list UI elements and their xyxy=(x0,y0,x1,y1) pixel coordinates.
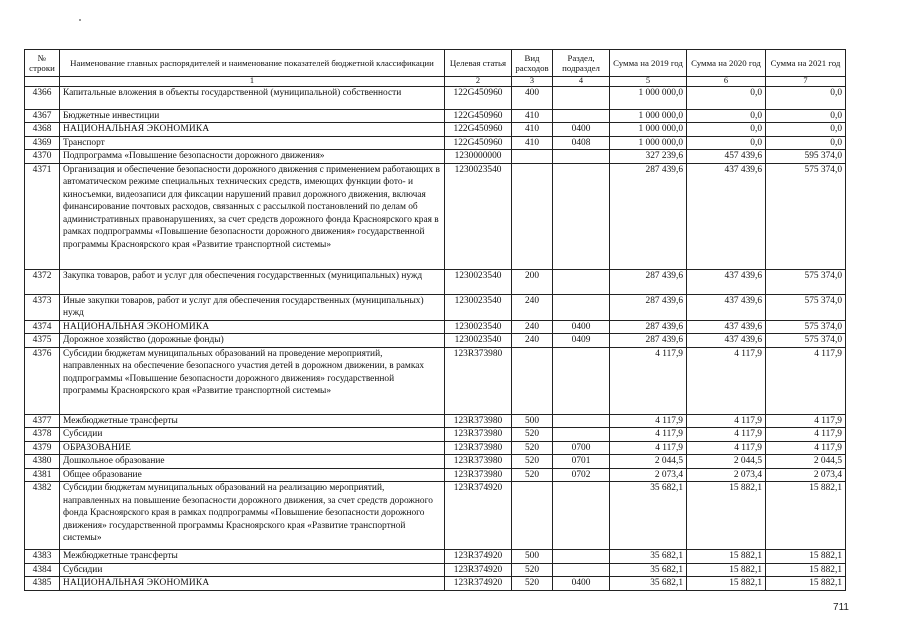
row-number: 4372 xyxy=(25,269,60,294)
sum-2020: 4 117,9 xyxy=(687,414,766,428)
sum-2021: 4 117,9 xyxy=(766,441,846,455)
row-name: Субсидии бюджетам муниципальных образований на реализацию мероприятий, направленных на повышение безопасности дорожного движения, за счет средств дорожного фонда Красноярского края в рамках подпрограммы «Повышение безопасности дорожного движения» государственной программы Красноярского края «Развитие транспортной системы» xyxy=(60,482,445,550)
target-article: 1230023540 xyxy=(445,294,512,320)
sum-2021: 0,0 xyxy=(766,123,846,137)
target-article: 123R373980 xyxy=(445,347,512,414)
row-number: 4385 xyxy=(25,577,60,591)
section-code xyxy=(553,414,610,428)
expense-type: 520 xyxy=(512,577,553,591)
expense-type: 410 xyxy=(512,123,553,137)
sum-2019: 287 439,6 xyxy=(610,163,687,269)
target-article: 1230023540 xyxy=(445,320,512,334)
sum-2021: 4 117,9 xyxy=(766,414,846,428)
table-row xyxy=(25,563,846,577)
row-name: НАЦИОНАЛЬНАЯ ЭКОНОМИКА xyxy=(60,123,445,137)
row-name: Иные закупки товаров, работ и услуг для обеспечения государственных (муниципальных) нужд xyxy=(60,294,445,320)
sum-2021: 0,0 xyxy=(766,136,846,150)
table-row xyxy=(25,123,846,137)
target-article: 123R374920 xyxy=(445,577,512,591)
sum-2019: 35 682,1 xyxy=(610,577,687,591)
expense-type: 410 xyxy=(512,136,553,150)
row-name: НАЦИОНАЛЬНАЯ ЭКОНОМИКА xyxy=(60,577,445,591)
target-article: 123R373980 xyxy=(445,414,512,428)
expense-type: 240 xyxy=(512,320,553,334)
col-header-sum-2020: Сумма на 2020 год xyxy=(687,50,766,77)
expense-type: 520 xyxy=(512,563,553,577)
expense-type xyxy=(512,482,553,550)
sum-2021: 575 374,0 xyxy=(766,294,846,320)
sum-2020: 2 073,4 xyxy=(687,468,766,482)
scan-speck xyxy=(79,19,81,21)
table-row xyxy=(25,294,846,320)
sum-2019: 287 439,6 xyxy=(610,294,687,320)
col-number: 7 xyxy=(766,77,846,87)
table-row xyxy=(25,334,846,348)
table-row xyxy=(25,428,846,442)
sum-2020: 4 117,9 xyxy=(687,441,766,455)
sum-2020: 15 882,1 xyxy=(687,577,766,591)
target-article: 122G450960 xyxy=(445,123,512,137)
sum-2020: 0,0 xyxy=(687,86,766,109)
row-number: 4378 xyxy=(25,428,60,442)
col-header-row-number: № строки xyxy=(25,50,60,77)
row-name: Субсидии xyxy=(60,428,445,442)
row-name: Межбюджетные трансферты xyxy=(60,414,445,428)
target-article: 1230000000 xyxy=(445,150,512,164)
col-header-section: Раздел, подраздел xyxy=(553,50,610,77)
sum-2019: 2 073,4 xyxy=(610,468,687,482)
row-number: 4382 xyxy=(25,482,60,550)
expense-type xyxy=(512,150,553,164)
sum-2021: 575 374,0 xyxy=(766,269,846,294)
col-number xyxy=(25,77,60,87)
expense-type: 240 xyxy=(512,294,553,320)
target-article: 122G450960 xyxy=(445,86,512,109)
section-code xyxy=(553,294,610,320)
col-header-expense-type: Вид расходов xyxy=(512,50,553,77)
col-number: 6 xyxy=(687,77,766,87)
section-code xyxy=(553,347,610,414)
col-header-sum-2021: Сумма на 2021 год xyxy=(766,50,846,77)
section-code xyxy=(553,550,610,564)
sum-2020: 2 044,5 xyxy=(687,455,766,469)
sum-2019: 2 044,5 xyxy=(610,455,687,469)
row-number: 4367 xyxy=(25,109,60,123)
row-number: 4381 xyxy=(25,468,60,482)
sum-2021: 575 374,0 xyxy=(766,163,846,269)
row-number: 4379 xyxy=(25,441,60,455)
sum-2021: 2 044,5 xyxy=(766,455,846,469)
row-number: 4384 xyxy=(25,563,60,577)
row-name: Общее образование xyxy=(60,468,445,482)
expense-type: 400 xyxy=(512,86,553,109)
col-header-target-article: Целевая статья xyxy=(445,50,512,77)
table-row xyxy=(25,441,846,455)
table-row xyxy=(25,320,846,334)
row-name: НАЦИОНАЛЬНАЯ ЭКОНОМИКА xyxy=(60,320,445,334)
sum-2020: 0,0 xyxy=(687,136,766,150)
row-name: Субсидии бюджетам муниципальных образований на проведение мероприятий, направленных на обеспечение безопасного участия детей в дорожном движении, в рамках подпрограммы «Повышение безопасности дорожного движения» государственной программы Красноярского края «Развитие транспортной системы» xyxy=(60,347,445,414)
sum-2020: 437 439,6 xyxy=(687,334,766,348)
sum-2019: 287 439,6 xyxy=(610,334,687,348)
section-code: 0400 xyxy=(553,320,610,334)
expense-type: 240 xyxy=(512,334,553,348)
target-article: 122G450960 xyxy=(445,136,512,150)
sum-2020: 15 882,1 xyxy=(687,482,766,550)
row-name: Подпрограмма «Повышение безопасности дорожного движения» xyxy=(60,150,445,164)
target-article: 123R374920 xyxy=(445,563,512,577)
sum-2021: 15 882,1 xyxy=(766,482,846,550)
target-article: 1230023540 xyxy=(445,334,512,348)
page-number: 711 xyxy=(833,602,849,613)
row-name: Транспорт xyxy=(60,136,445,150)
row-number: 4369 xyxy=(25,136,60,150)
table-row xyxy=(25,455,846,469)
section-code: 0400 xyxy=(553,577,610,591)
section-code xyxy=(553,428,610,442)
sum-2019: 287 439,6 xyxy=(610,269,687,294)
sum-2021: 575 374,0 xyxy=(766,334,846,348)
section-code xyxy=(553,86,610,109)
sum-2019: 35 682,1 xyxy=(610,550,687,564)
expense-type: 410 xyxy=(512,109,553,123)
target-article: 123R374920 xyxy=(445,482,512,550)
section-code xyxy=(553,482,610,550)
section-code xyxy=(553,269,610,294)
expense-type xyxy=(512,163,553,269)
sum-2019: 327 239,6 xyxy=(610,150,687,164)
expense-type: 520 xyxy=(512,455,553,469)
row-number: 4375 xyxy=(25,334,60,348)
sum-2021: 15 882,1 xyxy=(766,563,846,577)
row-number: 4371 xyxy=(25,163,60,269)
sum-2021: 595 374,0 xyxy=(766,150,846,164)
section-code xyxy=(553,563,610,577)
sum-2020: 0,0 xyxy=(687,123,766,137)
target-article: 123R373980 xyxy=(445,428,512,442)
row-name: Организация и обеспечение безопасности дорожного движения с применением работающих в автоматическом режиме специальных технических средств, имеющих функции фото- и киносъемки, видеозаписи для фиксации нарушений правил дорожного движения, включая финансирование почтовых расходов, связанных с рассылкой постановлений по делам об административных правонарушениях, за счет средств дорожного фонда Красноярского края в рамках подпрограммы «Повышение безопасности дорожного движения» государственной программы Красноярского края «Развитие транспортной системы» xyxy=(60,163,445,269)
sum-2019: 4 117,9 xyxy=(610,347,687,414)
sum-2021: 2 073,4 xyxy=(766,468,846,482)
sum-2019: 35 682,1 xyxy=(610,482,687,550)
table-row xyxy=(25,347,846,414)
row-number: 4380 xyxy=(25,455,60,469)
col-number: 2 xyxy=(445,77,512,87)
section-code xyxy=(553,150,610,164)
table-row xyxy=(25,136,846,150)
table-row xyxy=(25,269,846,294)
row-number: 4373 xyxy=(25,294,60,320)
expense-type xyxy=(512,347,553,414)
table-row xyxy=(25,163,846,269)
row-number: 4383 xyxy=(25,550,60,564)
section-code: 0701 xyxy=(553,455,610,469)
row-name: Закупка товаров, работ и услуг для обеспечения государственных (муниципальных) нужд xyxy=(60,269,445,294)
col-header-name: Наименование главных распорядителей и наименование показателей бюджетной классификации xyxy=(60,50,445,77)
sum-2020: 437 439,6 xyxy=(687,294,766,320)
sum-2019: 4 117,9 xyxy=(610,414,687,428)
row-number: 4376 xyxy=(25,347,60,414)
expense-type: 520 xyxy=(512,428,553,442)
target-article: 1230023540 xyxy=(445,163,512,269)
section-code xyxy=(553,109,610,123)
sum-2020: 15 882,1 xyxy=(687,550,766,564)
target-article: 123R373980 xyxy=(445,468,512,482)
sum-2019: 1 000 000,0 xyxy=(610,109,687,123)
sum-2019: 4 117,9 xyxy=(610,441,687,455)
row-number: 4366 xyxy=(25,86,60,109)
sum-2019: 4 117,9 xyxy=(610,428,687,442)
col-number: 1 xyxy=(60,77,445,87)
expense-type: 520 xyxy=(512,468,553,482)
sum-2020: 437 439,6 xyxy=(687,320,766,334)
row-number: 4374 xyxy=(25,320,60,334)
row-number: 4368 xyxy=(25,123,60,137)
sum-2021: 0,0 xyxy=(766,86,846,109)
budget-table xyxy=(24,49,846,591)
expense-type: 520 xyxy=(512,441,553,455)
header-row xyxy=(25,50,846,77)
table-row xyxy=(25,150,846,164)
sum-2019: 35 682,1 xyxy=(610,563,687,577)
target-article: 123R373980 xyxy=(445,455,512,469)
sum-2021: 4 117,9 xyxy=(766,428,846,442)
sum-2021: 0,0 xyxy=(766,109,846,123)
col-number: 5 xyxy=(610,77,687,87)
col-number: 3 xyxy=(512,77,553,87)
table-row xyxy=(25,468,846,482)
sum-2021: 575 374,0 xyxy=(766,320,846,334)
table-row xyxy=(25,482,846,550)
row-name: Межбюджетные трансферты xyxy=(60,550,445,564)
expense-type: 200 xyxy=(512,269,553,294)
sum-2020: 437 439,6 xyxy=(687,163,766,269)
target-article: 122G450960 xyxy=(445,109,512,123)
sum-2019: 287 439,6 xyxy=(610,320,687,334)
section-code xyxy=(553,163,610,269)
table-row xyxy=(25,109,846,123)
row-name: ОБРАЗОВАНИЕ xyxy=(60,441,445,455)
expense-type: 500 xyxy=(512,550,553,564)
row-name: Капитальные вложения в объекты государственной (муниципальной) собственности xyxy=(60,86,445,109)
table-row xyxy=(25,577,846,591)
section-code: 0702 xyxy=(553,468,610,482)
table-row xyxy=(25,414,846,428)
column-number-row xyxy=(25,77,846,87)
sum-2019: 1 000 000,0 xyxy=(610,86,687,109)
sum-2020: 15 882,1 xyxy=(687,563,766,577)
row-number: 4377 xyxy=(25,414,60,428)
sum-2021: 4 117,9 xyxy=(766,347,846,414)
section-code: 0408 xyxy=(553,136,610,150)
sum-2019: 1 000 000,0 xyxy=(610,123,687,137)
section-code: 0400 xyxy=(553,123,610,137)
section-code: 0409 xyxy=(553,334,610,348)
target-article: 123R374920 xyxy=(445,550,512,564)
target-article: 1230023540 xyxy=(445,269,512,294)
col-header-sum-2019: Сумма на 2019 год xyxy=(610,50,687,77)
sum-2019: 1 000 000,0 xyxy=(610,136,687,150)
row-name: Дорожное хозяйство (дорожные фонды) xyxy=(60,334,445,348)
table-row xyxy=(25,86,846,109)
sum-2021: 15 882,1 xyxy=(766,577,846,591)
sum-2020: 4 117,9 xyxy=(687,428,766,442)
table-body xyxy=(25,86,846,590)
col-number: 4 xyxy=(553,77,610,87)
table-row xyxy=(25,550,846,564)
row-name: Бюджетные инвестиции xyxy=(60,109,445,123)
row-name: Дошкольное образование xyxy=(60,455,445,469)
target-article: 123R373980 xyxy=(445,441,512,455)
sum-2020: 0,0 xyxy=(687,109,766,123)
sum-2020: 437 439,6 xyxy=(687,269,766,294)
row-number: 4370 xyxy=(25,150,60,164)
expense-type: 500 xyxy=(512,414,553,428)
sum-2021: 15 882,1 xyxy=(766,550,846,564)
sum-2020: 4 117,9 xyxy=(687,347,766,414)
section-code: 0700 xyxy=(553,441,610,455)
row-name: Субсидии xyxy=(60,563,445,577)
sum-2020: 457 439,6 xyxy=(687,150,766,164)
